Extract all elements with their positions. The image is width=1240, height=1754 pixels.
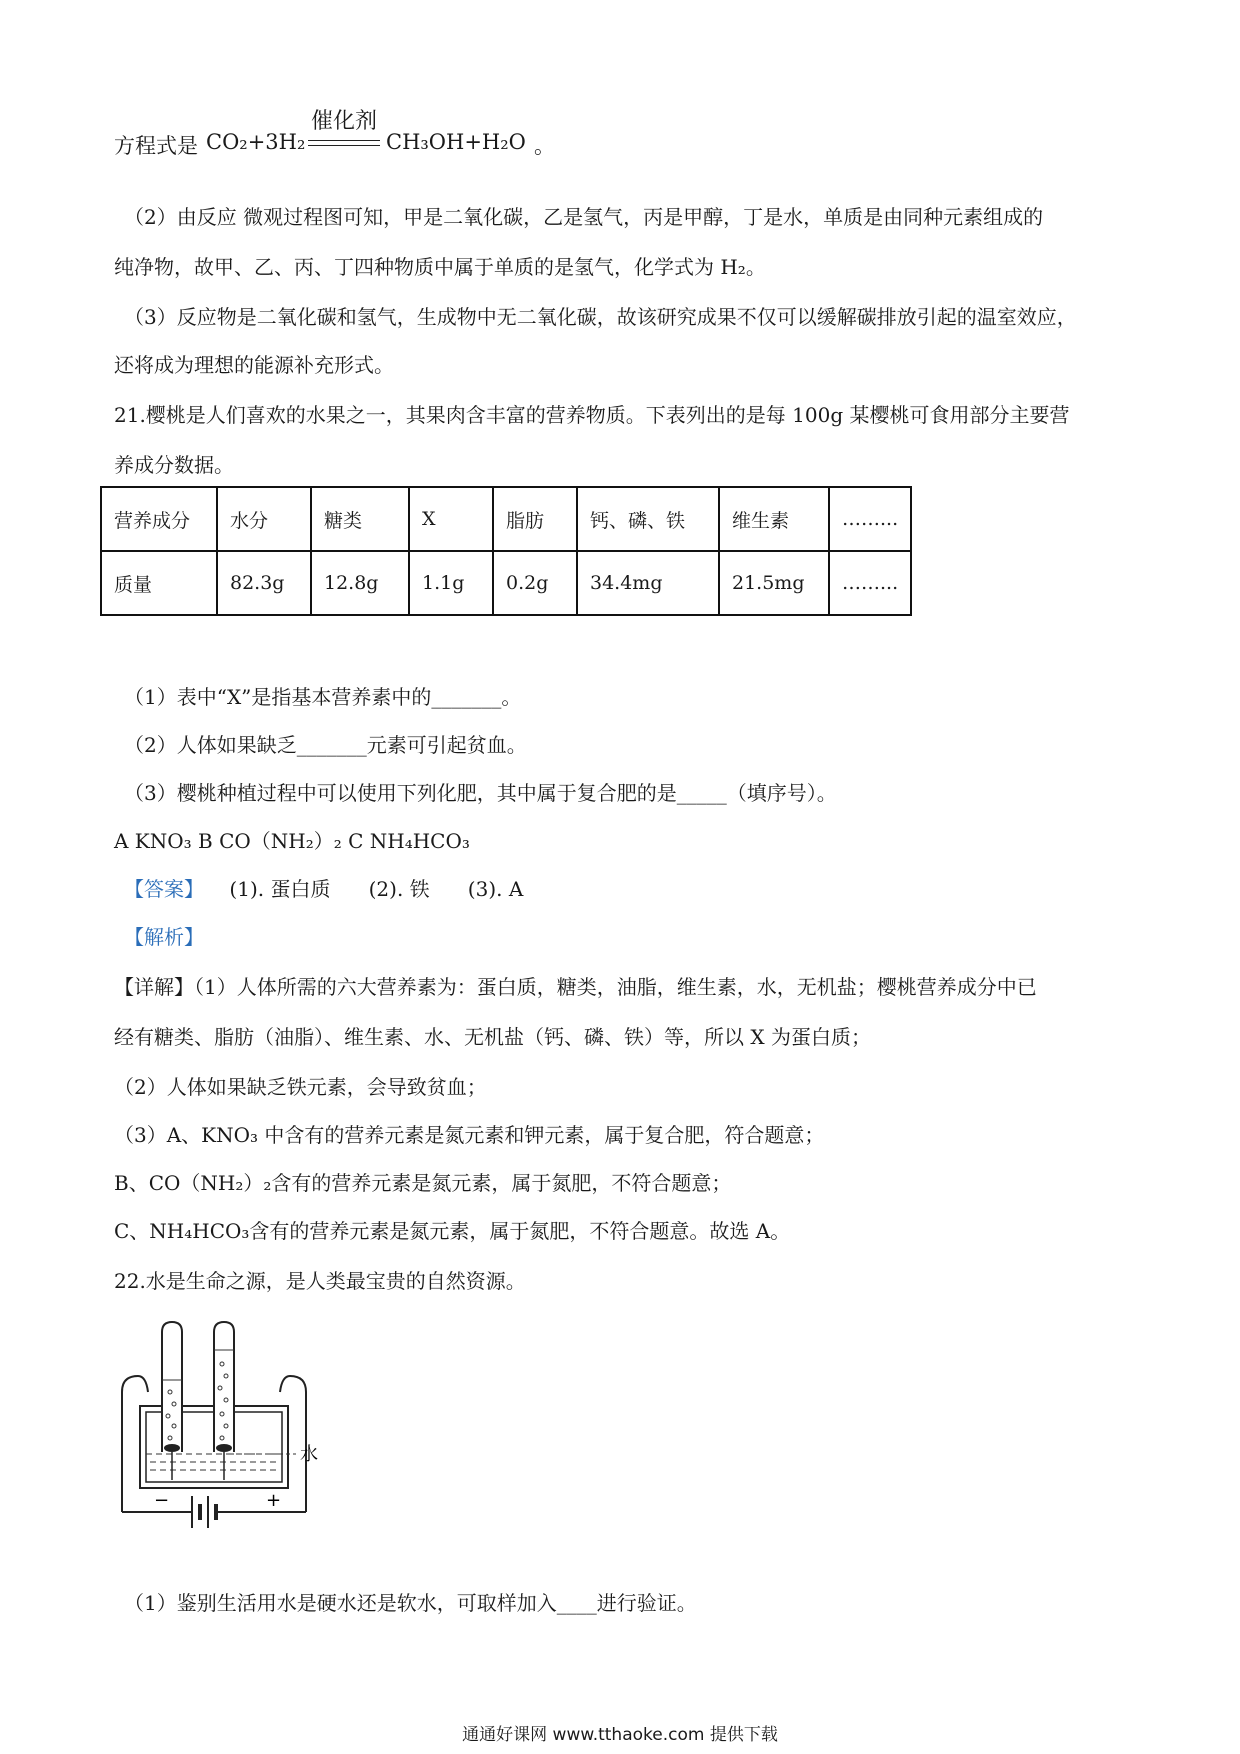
negative-terminal-label: − [154,1490,170,1511]
paragraph: （2）由反应 微观过程图可知，甲是二氧化碳，乙是氢气，丙是甲醇，丁是水，单质是由同种元素组成的 [124,205,1044,229]
answer-text: (1). 蛋白质 (2). 铁 (3). A [204,877,524,901]
table-cell: X [409,487,493,551]
table-cell: 脂肪 [493,487,577,551]
detail-line: C、NH₄HCO₃含有的营养元素是氮元素，属于氮肥，不符合题意。故选 A。 [114,1219,791,1243]
table-row [101,487,911,551]
table-row [101,551,911,615]
paragraph: 还将成为理想的能源补充形式。 [114,353,394,377]
detail-line: 经有糖类、脂肪（油脂）、维生素、水、无机盐（钙、磷、铁）等，所以 X 为蛋白质； [114,1025,871,1049]
detail-line: （2）人体如果缺乏铁元素，会导致贫血； [114,1075,487,1099]
sub-question: （1）鉴别生活用水是硬水还是软水，可取样加入____进行验证。 [124,1591,697,1615]
equation-arrow-line-bottom [308,145,380,146]
table-cell: 21.5mg [719,551,829,615]
equation-products: CH₃OH+H₂O [386,130,526,154]
equation-arrow-line-top [308,140,380,141]
paragraph: （3）反应物是二氧化碳和氢气，生成物中无二氧化碳，故该研究成果不仅可以缓解碳排放引起的温室效应， [124,305,1077,329]
table-cell: 82.3g [217,551,311,615]
equation-end: 。 [534,134,555,158]
equation-lead: 方程式是 [114,134,198,158]
equation-catalyst: 催化剂 [310,109,377,134]
electrolysis-diagram [110,1320,370,1560]
table-cell: 水分 [217,487,311,551]
table-cell: ……... [829,487,911,551]
sub-question: （1）表中“X”是指基本营养素中的_______。 [124,685,522,709]
detail-line: 【详解】（1）人体所需的六大营养素为：蛋白质，糖类，油脂，维生素，水，无机盐；樱桃营养成分中已 [114,975,1037,999]
table-cell: 糖类 [311,487,409,551]
answer-line [124,874,1144,904]
table-cell: ……... [829,551,911,615]
equation-reactants: CO₂+3H₂ [206,130,306,154]
table-cell: 34.4mg [577,551,719,615]
detail-line: （3）A、KNO₃ 中含有的营养元素是氮元素和钾元素，属于复合肥，符合题意； [114,1123,825,1147]
water-label: 水 [300,1444,318,1465]
table-cell: 1.1g [409,551,493,615]
paragraph: 纯净物，故甲、乙、丙、丁四种物质中属于单质的是氢气，化学式为 H₂。 [114,255,766,279]
answer-tag: 【答案】 [124,877,204,901]
table-cell: 维生素 [719,487,829,551]
table-cell: 质量 [101,551,217,615]
question-22: 22.水是生命之源，是人类最宝贵的自然资源。 [114,1269,526,1293]
question-21: 21.樱桃是人们喜欢的水果之一，其果肉含丰富的营养物质。下表列出的是每 100g 某樱桃可食用部分主要营 [114,403,1070,427]
table-cell: 营养成分 [101,487,217,551]
page-footer: 通通好课网 www.tthaoke.com 提供下载 [462,1725,778,1745]
nutrition-table [100,486,912,616]
table-cell: 12.8g [311,551,409,615]
table-cell: 0.2g [493,551,577,615]
positive-terminal-label: + [266,1490,282,1511]
detail-line: B、CO（NH₂）₂含有的营养元素是氮元素，属于氮肥，不符合题意； [114,1171,732,1195]
answer-options: A KNO₃ B CO（NH₂）₂ C NH₄HCO₃ [114,829,470,853]
analysis-tag: 【解析】 [124,925,204,949]
sub-question: （2）人体如果缺乏_______元素可引起贫血。 [124,733,527,757]
table-cell: 钙、磷、铁 [577,487,719,551]
sub-question: （3）樱桃种植过程中可以使用下列化肥，其中属于复合肥的是_____（填序号）。 [124,781,837,805]
question-21-cont: 养成分数据。 [114,453,234,477]
